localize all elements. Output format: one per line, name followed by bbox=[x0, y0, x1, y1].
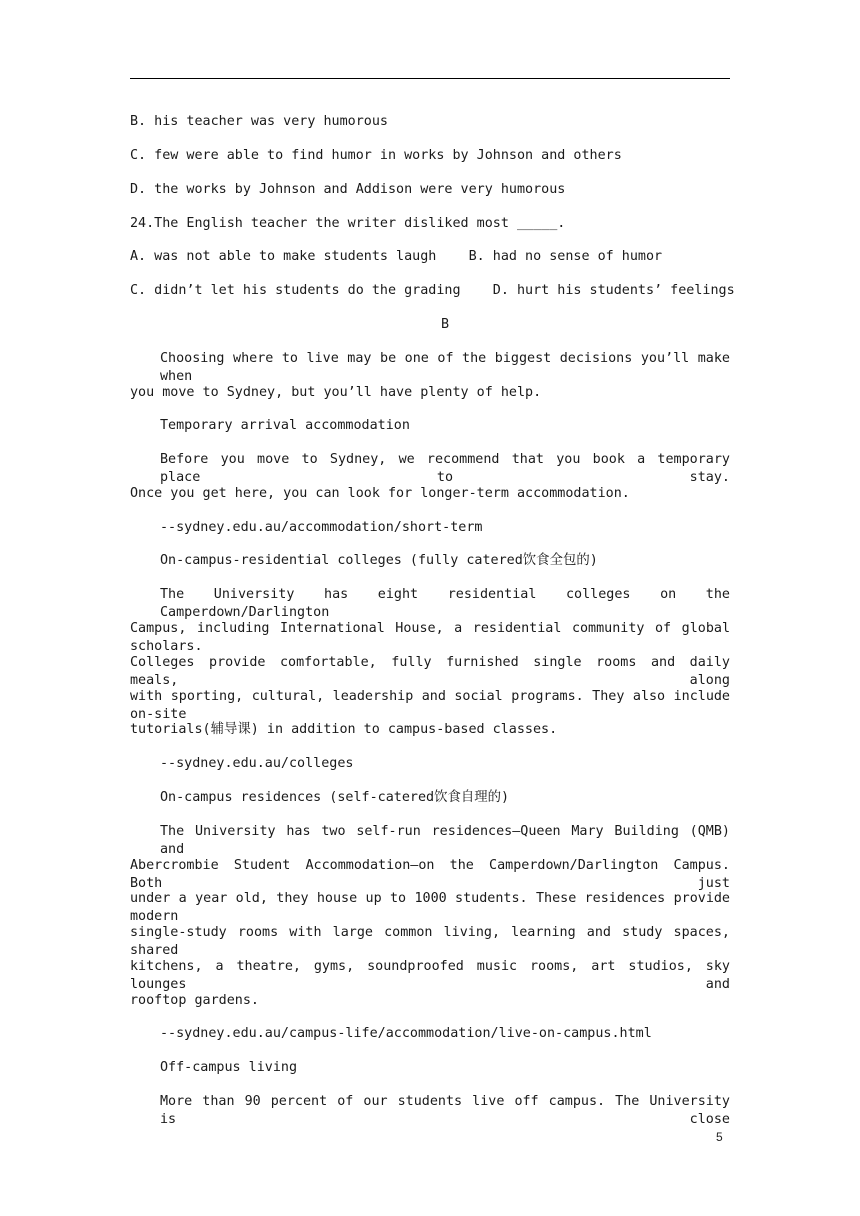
residences-line-2: Abercrombie Student Accommodation—on the Camperdown/Darlington Campus. Both just bbox=[130, 858, 730, 891]
q23-option-d: D. the works by Johnson and Addison were very humorous bbox=[130, 182, 566, 197]
colleges-line-4: with sporting, cultural, leadership and social programs. They also include on-site bbox=[130, 689, 730, 722]
temporary-line-1: Before you move to Sydney, we recommend that you book a temporary place to stay. bbox=[160, 452, 730, 485]
temporary-line-2: Once you get here, you can look for longer-term accommodation. bbox=[130, 486, 630, 501]
colleges-line-5: tutorials(辅导课) in addition to campus-based classes. bbox=[130, 722, 558, 737]
colleges-line-3: Colleges provide comfortable, fully furnished single rooms and daily meals, along bbox=[130, 655, 730, 688]
residences-line-5: kitchens, a theatre, gyms, soundproofed music rooms, art studios, sky lounges and bbox=[130, 959, 730, 992]
q23-option-b: B. his teacher was very humorous bbox=[130, 114, 388, 129]
residences-line-4: single-study rooms with large common living, learning and study spaces, shared bbox=[130, 925, 730, 958]
q24-options-cd: C. didn’t let his students do the grading D. hurt his students’ feelings bbox=[130, 283, 735, 298]
residences-line-1: The University has two self-run residences—Queen Mary Building (QMB) and bbox=[160, 824, 730, 857]
section-label: B bbox=[440, 317, 450, 332]
colleges-link: --sydney.edu.au/colleges bbox=[160, 756, 354, 771]
offcampus-heading: Off-campus living bbox=[160, 1060, 298, 1075]
residences-link: --sydney.edu.au/campus-life/accommodation/live-on-campus.html bbox=[160, 1026, 652, 1041]
page-number: 5 bbox=[716, 1130, 723, 1144]
colleges-line-1: The University has eight residential colleges on the Camperdown/Darlington bbox=[160, 587, 730, 620]
temporary-link: --sydney.edu.au/accommodation/short-term bbox=[160, 520, 483, 535]
colleges-heading: On-campus-residential colleges (fully catered饮食全包的) bbox=[160, 553, 598, 568]
intro-line-2: you move to Sydney, but you’ll have plenty of help. bbox=[130, 385, 542, 400]
temporary-heading: Temporary arrival accommodation bbox=[160, 418, 410, 433]
offcampus-line-1: More than 90 percent of our students live off campus. The University is close bbox=[160, 1094, 730, 1127]
colleges-line-2: Campus, including International House, a residential community of global scholars. bbox=[130, 621, 730, 654]
q24-options-ab: A. was not able to make students laugh B. had no sense of humor bbox=[130, 249, 663, 264]
intro-line-1: Choosing where to live may be one of the biggest decisions you’ll make when bbox=[160, 351, 730, 384]
residences-line-3: under a year old, they house up to 1000 students. These residences provide modern bbox=[130, 891, 730, 924]
residences-line-6: rooftop gardens. bbox=[130, 993, 259, 1008]
q23-option-c: C. few were able to find humor in works by Johnson and others bbox=[130, 148, 622, 163]
header-rule bbox=[130, 78, 730, 79]
q24-stem: 24.The English teacher the writer disliked most _____. bbox=[130, 216, 566, 231]
residences-heading: On-campus residences (self-catered饮食自理的) bbox=[160, 790, 510, 805]
